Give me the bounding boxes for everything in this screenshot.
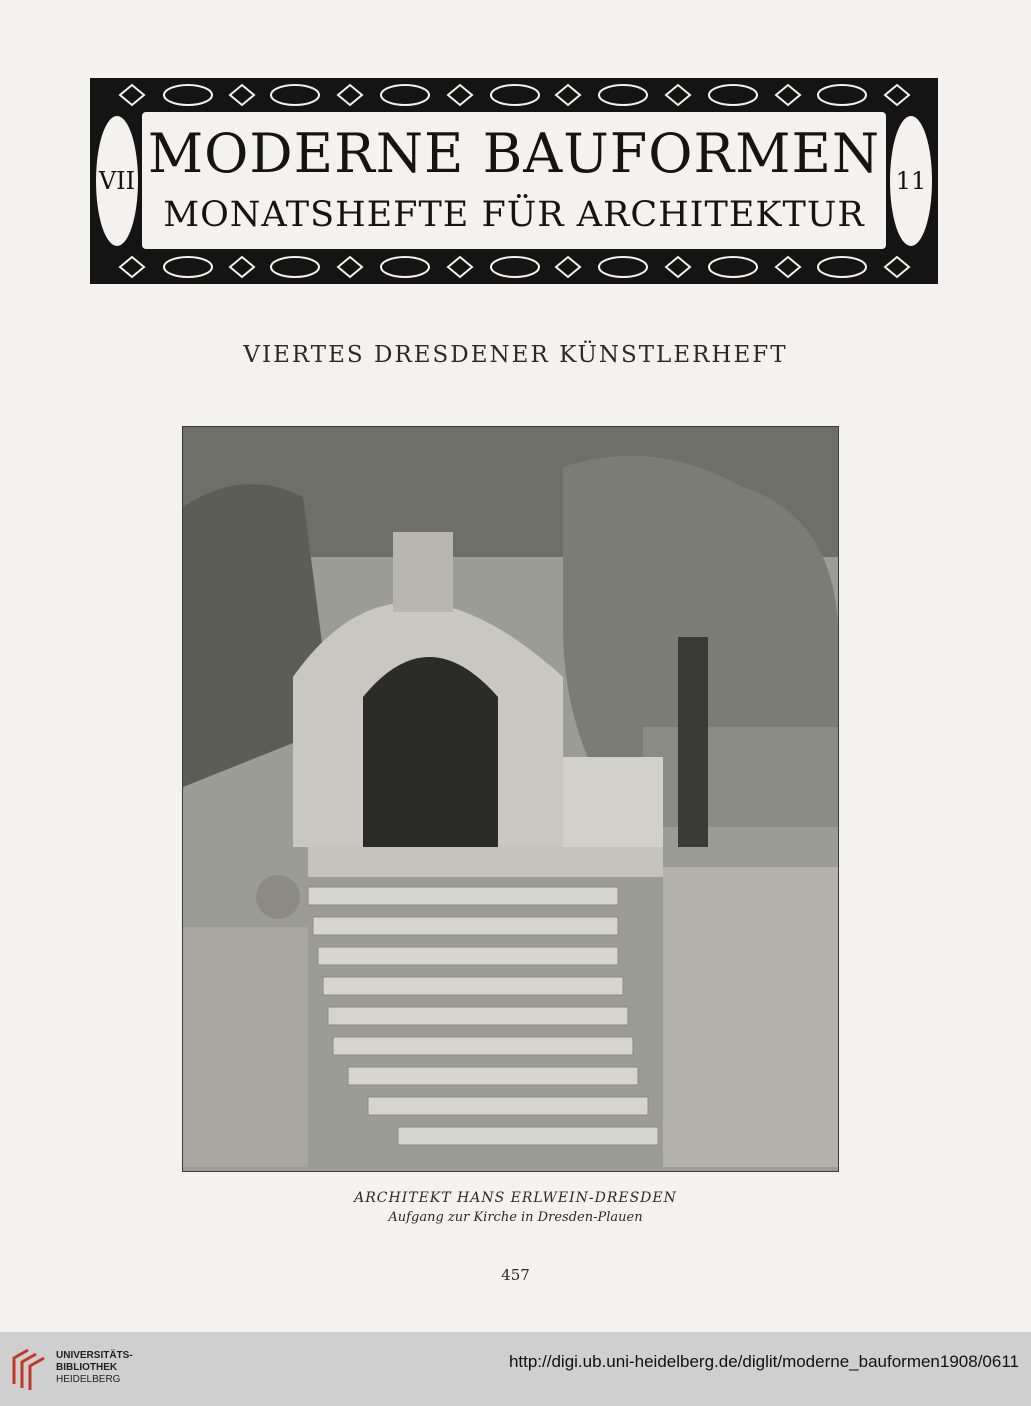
masthead	[90, 78, 938, 284]
library-line-3: HEIDELBERG	[56, 1374, 121, 1385]
section-title: VIERTES DRESDENER KÜNSTLERHEFT	[243, 342, 788, 368]
library-line-1: UNIVERSITÄTS-	[56, 1350, 133, 1361]
volume-label: VII	[96, 116, 138, 246]
footer-bar	[0, 1332, 1031, 1406]
journal-subtitle: MONATSHEFTE FÜR ARCHITEKTUR	[163, 195, 865, 235]
masthead-title-panel	[142, 112, 886, 249]
caption-architect: ARCHITEKT HANS ERLWEIN-DRESDEN	[354, 1190, 677, 1206]
library-name	[56, 1350, 133, 1386]
library-line-2: BIBLIOTHEK	[56, 1362, 118, 1373]
issue-label: 11	[890, 116, 932, 246]
page-number: 457	[501, 1266, 530, 1284]
journal-title: MODERNE BAUFORMEN	[147, 122, 881, 185]
caption-title: Aufgang zur Kirche in Dresden-Plauen	[388, 1210, 643, 1225]
photograph	[182, 426, 839, 1172]
ornament-band-bottom	[90, 252, 938, 282]
ornament-band-top	[90, 80, 938, 110]
church-stair-photograph-icon	[183, 427, 838, 1171]
source-url-link[interactable]: http://digi.ub.uni-heidelberg.de/diglit/moderne_bauformen1908/0611	[508, 1352, 1019, 1371]
library-logo-icon	[10, 1344, 50, 1392]
